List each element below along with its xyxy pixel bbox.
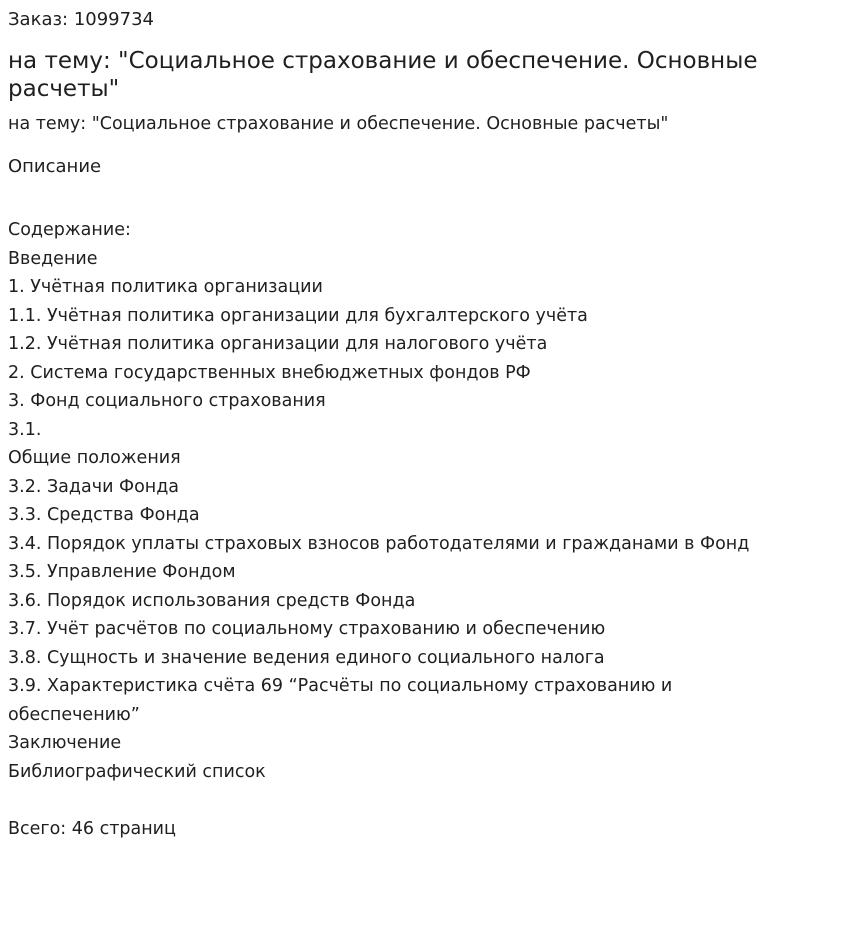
contents-item: 3.1. <box>8 419 42 440</box>
page-title: на тему: "Социальное страхование и обеспечение. Основные расчеты" <box>8 48 758 102</box>
contents-item: Заключение <box>8 733 122 753</box>
contents-item: 1.1. Учётная политика организации для бухгалтерского учёта <box>8 305 588 326</box>
page-subtitle: на тему: "Социальное страхование и обеспечение. Основные расчеты" <box>8 114 669 134</box>
contents-item: 3.2. Задачи Фонда <box>8 476 180 497</box>
contents-item: 1.2. Учётная политика организации для налогового учёта <box>8 334 548 354</box>
contents-item: 2. Система государственных внебюджетных фондов РФ <box>8 362 531 383</box>
contents-item: 3.9. Характеристика счёта 69 “Расчёты по социальному страхованию и обеспечению” <box>8 676 673 725</box>
contents-item: 3. Фонд социального страхования <box>8 391 326 411</box>
table-of-contents <box>8 216 839 786</box>
contents-heading: Содержание: <box>8 220 131 240</box>
order-number: Заказ: 1099734 <box>8 9 154 30</box>
contents-item: Введение <box>8 248 98 269</box>
contents-item: 3.4. Порядок уплаты страховых взносов работодателями и гражданами в Фонд <box>8 533 750 554</box>
contents-item: 3.6. Порядок использования средств Фонда <box>8 590 416 611</box>
contents-item: 3.7. Учёт расчётов по социальному страхованию и обеспечению <box>8 619 606 639</box>
contents-item: 1. Учётная политика организации <box>8 277 323 297</box>
contents-item: 3.3. Средства Фонда <box>8 505 200 525</box>
contents-item: 3.8. Сущность и значение ведения единого социального налога <box>8 647 605 668</box>
description-heading: Описание <box>8 156 102 177</box>
page-count: Всего: 46 страниц <box>8 818 176 839</box>
contents-item: 3.5. Управление Фондом <box>8 562 236 582</box>
contents-item: Общие положения <box>8 448 181 468</box>
contents-item: Библиографический список <box>8 761 266 782</box>
